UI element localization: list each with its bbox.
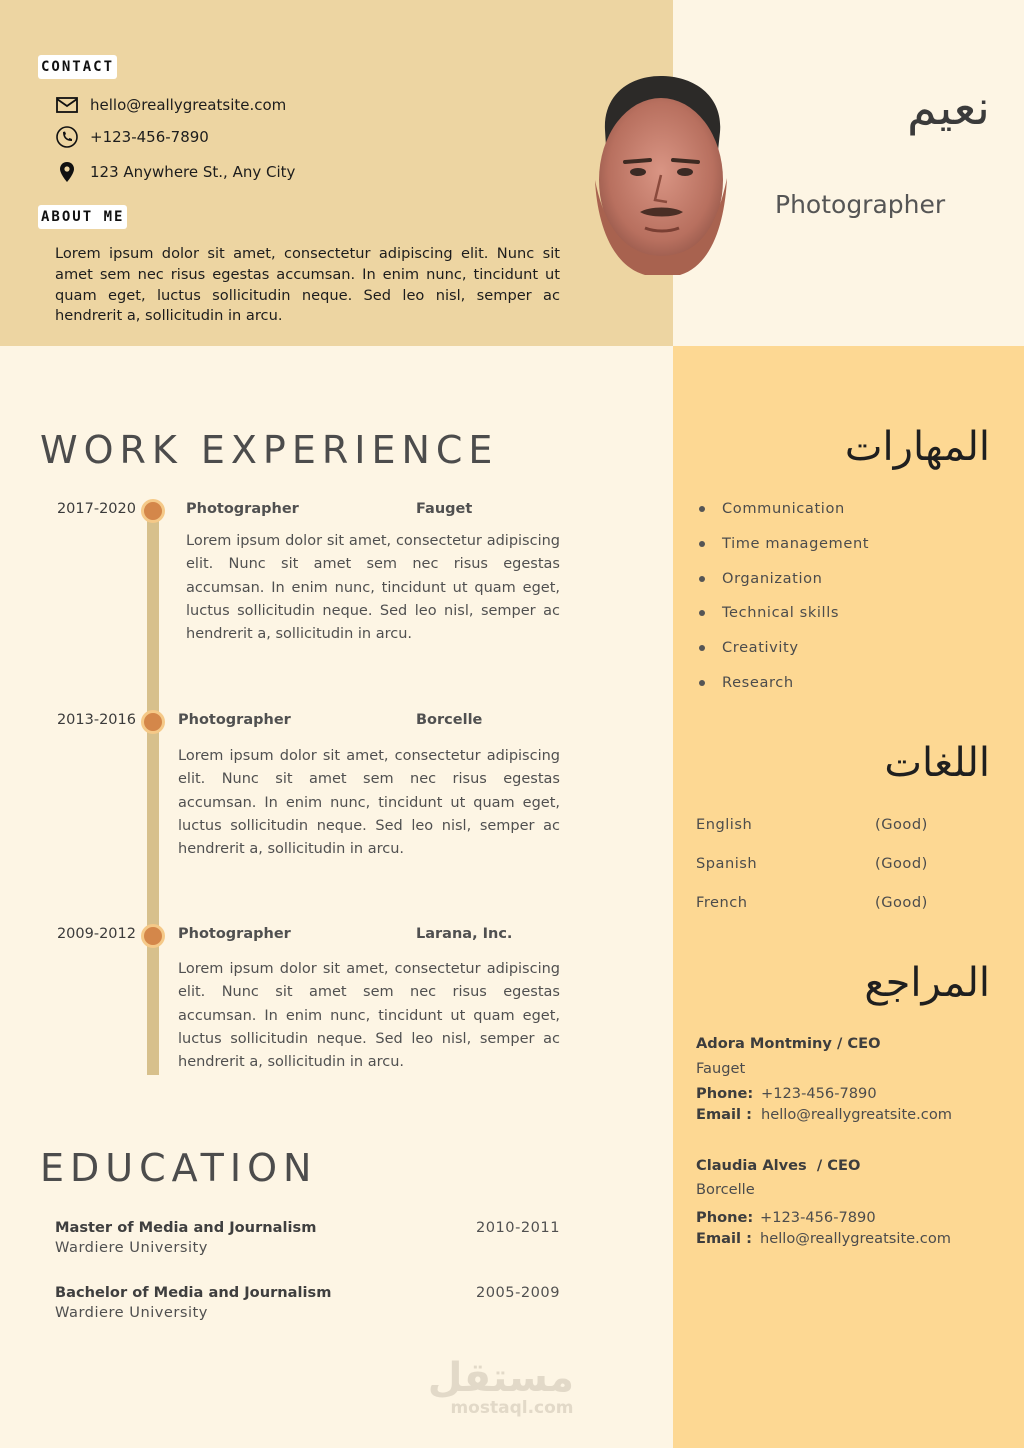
- reference-email-label: Email :: [696, 1106, 752, 1123]
- education-school: Wardiere University: [55, 1239, 208, 1256]
- work-company: Borcelle: [416, 712, 483, 728]
- skill-label: Technical skills: [722, 604, 840, 621]
- watermark-logo: مستقل: [427, 1355, 574, 1401]
- location-pin-icon: [55, 160, 79, 184]
- work-company: Larana, Inc.: [416, 926, 513, 942]
- education-years: 2010-2011: [475, 1219, 560, 1236]
- work-date: 2013-2016: [56, 712, 136, 728]
- skill-item: [699, 674, 794, 691]
- skill-item: [699, 500, 845, 517]
- language-level: (Good): [875, 894, 928, 911]
- education-years: 2005-2009: [475, 1284, 560, 1301]
- education-degree: Bachelor of Media and Journalism: [55, 1284, 332, 1301]
- contact-phone[interactable]: [55, 125, 209, 149]
- skill-label: Time management: [722, 535, 870, 552]
- skill-item: [699, 639, 799, 656]
- work-date: 2017-2020: [56, 501, 136, 517]
- reference-phone: +123-456-7890: [761, 1085, 877, 1102]
- reference-role: / CEO: [806, 1157, 861, 1174]
- work-description: Lorem ipsum dolor sit amet, consectetur adipiscing elit. Nunc sit amet sem nec risus egestas accumsan. In enim nunc, tincidunt ut quam eget, luctus sollicitudin neque. Sed leo nisl, semper ac hendrerit a, sollicitudin in arcu.: [178, 961, 560, 1071]
- timeline-dot: [141, 710, 165, 734]
- language-name: Spanish: [696, 855, 758, 872]
- timeline-dot: [141, 924, 165, 948]
- reference-name: Claudia Alves: [696, 1157, 807, 1174]
- reference-email: hello@reallygreatsite.com: [760, 1230, 951, 1247]
- skill-label: Creativity: [722, 639, 799, 656]
- reference-email-line: [696, 1230, 951, 1247]
- reference-name: Adora Montminy: [696, 1035, 832, 1052]
- watermark-url[interactable]: mostaql.com: [450, 1398, 574, 1418]
- skill-item: [699, 570, 823, 587]
- mail-icon: [55, 93, 79, 117]
- reference-email-line: [696, 1106, 952, 1123]
- skill-item: [699, 604, 839, 621]
- education-heading: EDUCATION: [40, 1146, 318, 1190]
- work-description: Lorem ipsum dolor sit amet, consectetur adipiscing elit. Nunc sit amet sem nec risus egestas accumsan. In enim nunc, tincidunt ut quam eget, luctus sollicitudin neque. Sed leo nisl, semper ac hendrerit a, sollicitudin in arcu.: [178, 748, 560, 858]
- work-company: Fauget: [416, 501, 473, 517]
- bullet-icon: [699, 680, 705, 686]
- education-degree: Master of Media and Journalism: [55, 1219, 317, 1236]
- reference-email: hello@reallygreatsite.com: [761, 1106, 952, 1123]
- language-level: (Good): [875, 816, 928, 833]
- contact-email[interactable]: [55, 93, 286, 117]
- languages-heading: اللغات: [884, 740, 990, 786]
- contact-email-text: hello@reallygreatsite.com: [90, 96, 287, 114]
- phone-icon: [55, 125, 79, 149]
- bullet-icon: [699, 645, 705, 651]
- bullet-icon: [699, 576, 705, 582]
- skills-heading: المهارات: [844, 424, 990, 470]
- language-name: French: [696, 894, 748, 911]
- work-heading: WORK EXPERIENCE: [40, 428, 499, 472]
- profile-photo: [585, 70, 735, 278]
- work-role: Photographer: [178, 926, 291, 942]
- skill-item: [699, 535, 869, 552]
- reference-company: Borcelle: [696, 1181, 755, 1198]
- skill-label: Communication: [722, 500, 845, 517]
- reference-phone-label: Phone:: [696, 1085, 754, 1102]
- contact-address: [55, 160, 295, 184]
- about-heading: ABOUT ME: [38, 205, 127, 229]
- bullet-icon: [699, 541, 705, 547]
- language-level: (Good): [875, 855, 928, 872]
- bullet-icon: [699, 610, 705, 616]
- contact-heading: CONTACT: [38, 55, 117, 79]
- reference-phone-line: [696, 1085, 877, 1102]
- reference-name-line: [696, 1157, 860, 1174]
- profile-name: نعيم: [907, 80, 990, 136]
- work-date: 2009-2012: [56, 926, 136, 942]
- work-role: Photographer: [178, 712, 291, 728]
- work-description: Lorem ipsum dolor sit amet, consectetur adipiscing elit. Nunc sit amet sem nec risus egestas accumsan. In enim nunc, tincidunt ut quam eget, luctus sollicitudin neque. Sed leo nisl, semper ac hendrerit a, sollicitudin in arcu.: [186, 533, 560, 643]
- timeline-dot: [141, 499, 165, 523]
- education-school: Wardiere University: [55, 1304, 208, 1321]
- bullet-icon: [699, 506, 705, 512]
- reference-phone-line: [696, 1209, 876, 1226]
- work-role: Photographer: [186, 501, 299, 517]
- skill-label: Organization: [722, 570, 823, 587]
- reference-role: / CEO: [831, 1035, 881, 1052]
- contact-phone-text: +123-456-7890: [90, 128, 209, 146]
- reference-email-label: Email :: [696, 1230, 752, 1247]
- references-heading: المراجع: [864, 960, 990, 1006]
- timeline-bar: [147, 512, 159, 1075]
- language-name: English: [696, 816, 753, 833]
- profile-title: Photographer: [775, 190, 946, 219]
- about-text: Lorem ipsum dolor sit amet, consectetur adipiscing elit. Nunc sit amet sem nec risus egestas accumsan. In enim nunc, tincidunt ut quam eget, luctus sollicitudin neque. Sed leo nisl, semper ac hendrerit a, sollicitudin in arcu.: [55, 245, 560, 325]
- reference-phone: +123-456-7890: [760, 1209, 876, 1226]
- reference-company: Fauget: [696, 1060, 746, 1077]
- contact-address-text: 123 Anywhere St., Any City: [90, 163, 296, 181]
- reference-phone-label: Phone:: [696, 1209, 754, 1226]
- skill-label: Research: [722, 674, 794, 691]
- reference-name-line: [696, 1035, 881, 1052]
